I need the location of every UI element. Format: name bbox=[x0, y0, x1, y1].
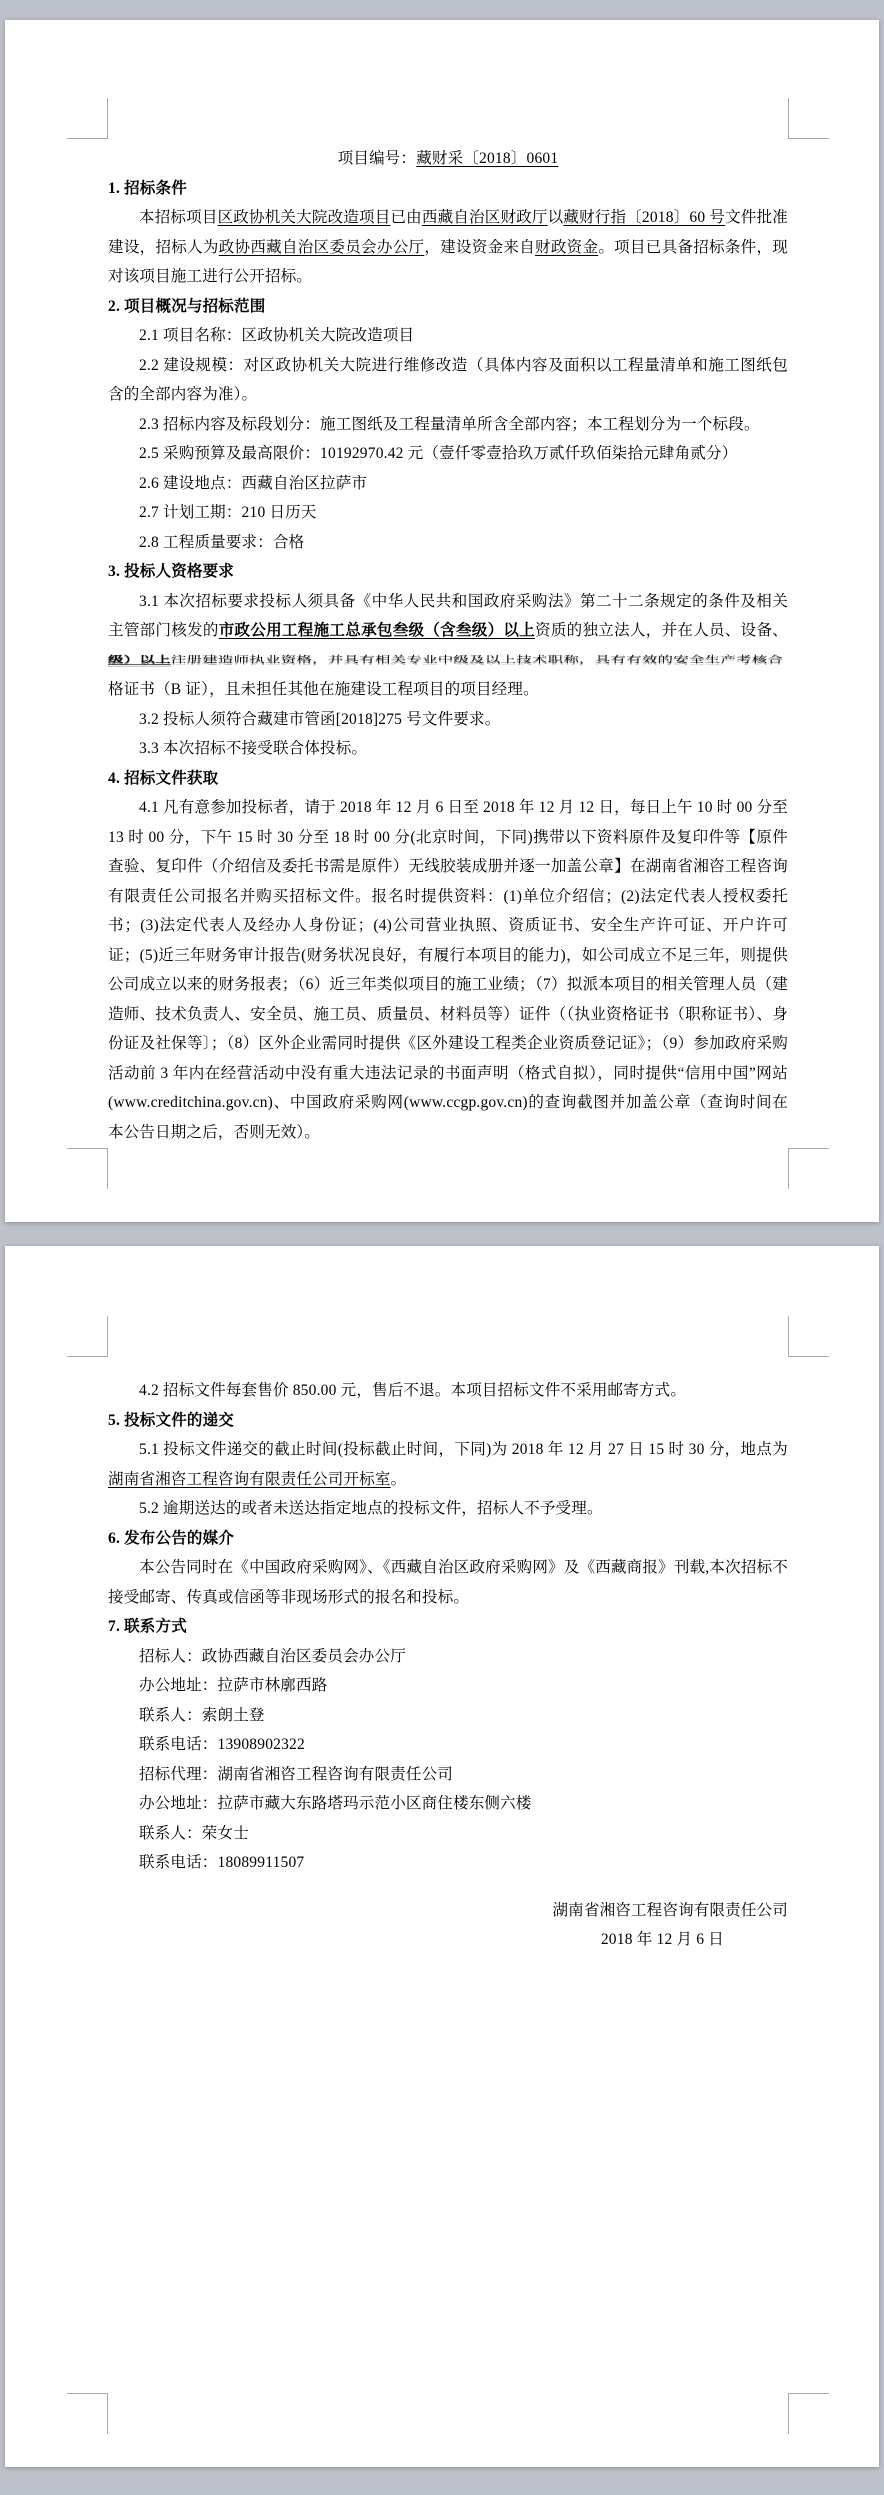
signature-block bbox=[108, 1896, 788, 1955]
page-margin-mark bbox=[67, 2393, 108, 2434]
item-2-1: 2.1 项目名称：区政协机关大院改造项目 bbox=[139, 327, 415, 344]
text-segment: 5.1 投标文件递交的截止时间(投标截止时间，下同)为 2018 年 12 月 27 日 15 时 30 分，地点为 bbox=[139, 1441, 788, 1458]
page-margin-mark bbox=[788, 2393, 829, 2434]
project-number-line bbox=[108, 144, 788, 174]
section-1-paragraph bbox=[108, 203, 788, 292]
item-2-6: 2.6 建设地点：西藏自治区拉萨市 bbox=[139, 474, 368, 492]
text-segment: 级）以上 bbox=[108, 654, 171, 665]
section-6-heading: 6. 发布公告的媒介 bbox=[108, 1529, 235, 1547]
section-3-heading: 3. 投标人资格要求 bbox=[108, 563, 235, 580]
item-4-1: 4.1 凡有意参加投标者，请于 2018 年 12 月 6 日至 2018 年 12 月 12 日，每日上午 10 时 00 分至 13 时 00 分，下午 15 时 30 分至 18 时 00 分(北京时间，下同)携带以下资料原件及复印件等【原件查验、复印件（介绍信及委托书需是原件）无线胶装成册并逐一加盖公章】在湖南省湘咨工程咨询有限责任公司报名并购买招标文件。报名时提供资料：(1)单位介绍信；(2)法定代表人授权委托书；(3)法定代表人及经办人身份证；(4)公司营业执照、资质证书、安全生产许可证、开户许可证；(5)近三年财务审计报告(财务状况良好，有履行本项目的能力)，如公司成立不足三年，则提供公司成立以来的财务报表；（6）近三年类似项目的施工业绩；（7）拟派本项目的相关管理人员（建造师、技术负责人、安全员、施工员、质量员、材料员等）证件（（执业资格证书（职称证书）、身份证及社保等〕；（8）区外企业需同时提供《区外建设工程类企业资质登记证》；（9）参加政府采购活动前 3 年内在经营活动中没有重大违法记录的书面声明（格式自拟），同时提供“信用中国”网站(www.creditchina.gov.cn)、中国政府采购网(www.ccgp.gov.cn)的查询截图并加盖公章（查询时间在本公告日期之后，否则无效）。 bbox=[108, 799, 788, 1141]
page-margin-mark bbox=[67, 98, 108, 139]
project-number-label: 项目编号： bbox=[337, 150, 417, 167]
page-1-content bbox=[108, 144, 788, 1147]
item-2-8: 2.8 工程质量要求：合格 bbox=[139, 533, 305, 551]
page-margin-mark bbox=[788, 1316, 829, 1357]
page-2-content bbox=[108, 1376, 788, 1955]
section-2-heading: 2. 项目概况与招标范围 bbox=[108, 297, 266, 315]
contact-tenderer-person: 联系人：索朗土登 bbox=[139, 1706, 265, 1724]
item-5-2: 5.2 逾期送达的或者未送达指定地点的投标文件，招标人不予受理。 bbox=[139, 1500, 603, 1517]
contact-agency-person: 联系人：荣女士 bbox=[139, 1824, 249, 1842]
item-2-2: 2.2 建设规模：对区政协机关大院进行维修改造（具体内容及面积以工程量清单和施工图纸包含的全部内容为准）。 bbox=[108, 356, 788, 403]
item-2-5: 2.5 采购预算及最高限价：10192970.42 元（壹仟零壹拾玖万贰仟玖佰柒拾元肆角贰分） bbox=[139, 445, 738, 462]
page-margin-mark bbox=[788, 98, 829, 139]
contact-agency-address: 办公地址：拉萨市藏大东路塔玛示范小区商住楼东侧六楼 bbox=[139, 1795, 532, 1812]
signature-company: 湖南省湘咨工程咨询有限责任公司 bbox=[552, 1901, 788, 1919]
contact-agency: 招标代理：湖南省湘咨工程咨询有限责任公司 bbox=[139, 1765, 454, 1783]
document-page-1[interactable] bbox=[5, 20, 879, 1222]
text-segment: 。 bbox=[390, 1470, 407, 1488]
text-segment: 财政资金 bbox=[535, 238, 599, 256]
page-margin-mark bbox=[67, 1148, 108, 1189]
section-1-heading: 1. 招标条件 bbox=[108, 179, 187, 197]
text-segment: 已由 bbox=[390, 209, 422, 226]
text-segment: 藏财行指〔2018〕60 号 bbox=[563, 209, 726, 226]
section-7-heading: 7. 联系方式 bbox=[108, 1618, 187, 1635]
page-margin-mark bbox=[788, 1148, 829, 1189]
text-segment: 西藏自治区财政厅 bbox=[421, 209, 548, 226]
item-2-3: 2.3 招标内容及标段划分：施工图纸及工程量清单所含全部内容；本工程划分为一个标段。 bbox=[139, 415, 760, 433]
item-3-1-glitched-line bbox=[108, 650, 788, 668]
signature-date: 2018 年 12 月 6 日 bbox=[600, 1931, 724, 1948]
item-3-1-line-1: 3.1 本次招标要求投标人须具备《中华人民共和国政府采购法》第二十二条规定的条件及相关 bbox=[139, 592, 788, 610]
item-3-1-line-2 bbox=[108, 616, 788, 646]
item-4-2: 4.2 招标文件每套售价 850.00 元，售后不退。本项目招标文件不采用邮寄方式。 bbox=[139, 1382, 687, 1399]
section-4-heading: 4. 招标文件获取 bbox=[108, 769, 219, 787]
text-segment: 以 bbox=[547, 209, 564, 226]
contact-tenderer-address: 办公地址：拉萨市林廓西路 bbox=[139, 1677, 328, 1694]
item-3-3: 3.3 本次招标不接受联合体投标。 bbox=[139, 740, 368, 757]
text-segment: 政协西藏自治区委员会办公厅 bbox=[218, 238, 425, 256]
text-segment: 本招标项目 bbox=[139, 209, 218, 226]
document-page-2[interactable] bbox=[5, 1246, 879, 2467]
text-segment: 区政协机关大院改造项目 bbox=[217, 209, 391, 226]
item-3-2: 3.2 投标人须符合藏建市管函[2018]275 号文件要求。 bbox=[139, 710, 501, 728]
contact-tenderer: 招标人：政协西藏自治区委员会办公厅 bbox=[139, 1647, 406, 1665]
text-segment: ，建设资金来自 bbox=[424, 238, 536, 256]
item-5-1 bbox=[108, 1435, 788, 1494]
contact-agency-phone: 联系电话：18089911507 bbox=[139, 1854, 305, 1871]
contact-tenderer-phone: 联系电话：13908902322 bbox=[139, 1736, 305, 1753]
text-segment: 。项目已具备招标条件，现对该项目施工进行公开招标。 bbox=[108, 238, 788, 285]
section-6-paragraph: 本公告同时在《中国政府采购网》、《西藏自治区政府采购网》及《西藏商报》刊载,本次招标不接受邮寄、传真或信函等非现场形式的报名和投标。 bbox=[108, 1559, 788, 1606]
section-5-heading: 5. 投标文件的递交 bbox=[108, 1411, 235, 1429]
project-number-value: 藏财采〔2018〕0601 bbox=[416, 150, 559, 167]
text-segment: 资质的独立法人，并在人员、设备、 bbox=[535, 622, 788, 639]
text-segment: 注册建造师执业资格，并具有相关专业中级及以上技术职称，具有有效的安全生产考核合 bbox=[170, 654, 784, 665]
page-margin-mark bbox=[67, 1316, 108, 1357]
text-segment: 湖南省湘咨工程咨询有限责任公司开标室 bbox=[108, 1470, 391, 1488]
item-3-1-line-4: 格证书（B 证），且未担任其他在施建设工程项目的项目经理。 bbox=[108, 681, 539, 698]
text-segment: 主管部门核发的 bbox=[108, 622, 219, 639]
item-2-7: 2.7 计划工期：210 日历天 bbox=[139, 504, 317, 521]
text-segment: 文件批准建设，招标人为 bbox=[108, 209, 788, 256]
text-segment: 市政公用工程施工总承包叁级（含叁级）以上 bbox=[218, 622, 536, 639]
